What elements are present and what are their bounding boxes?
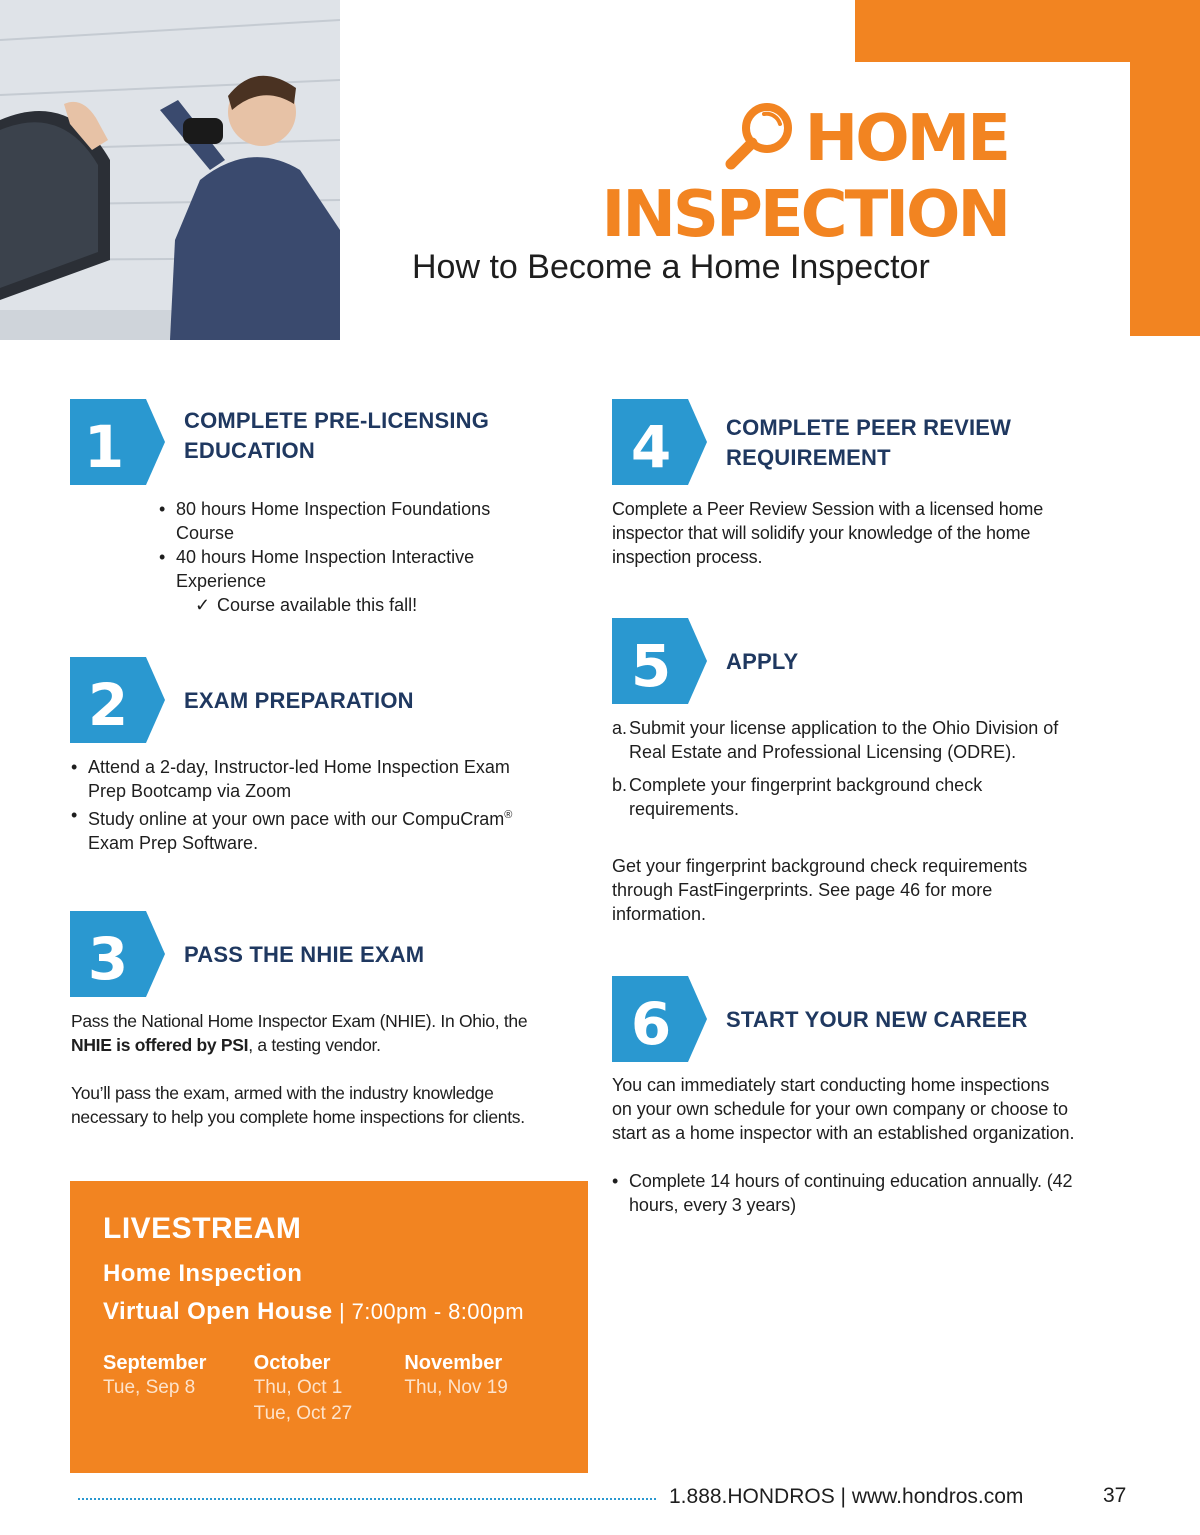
step-6-number: 6 [630, 990, 672, 1058]
schedule-month: November Thu, Nov 19 [404, 1352, 508, 1398]
step-2-number: 2 [87, 671, 129, 739]
step-4-body: Complete a Peer Review Session with a licensed home inspector that will solidify your knowledge of the home inspection process. [612, 499, 1044, 567]
title-inspection: INSPECTION [601, 178, 1008, 252]
list-item: • Complete 14 hours of continuing education annually. (42 hours, every 3 years) [612, 1169, 1152, 1217]
step-1-body [159, 497, 579, 617]
check-list-item: ✓ Course available this fall! [195, 595, 418, 615]
step-3-badge [70, 911, 166, 997]
list-item: b. Complete your fingerprint background check requirements. [612, 775, 983, 819]
title-home: HOME [804, 101, 1008, 176]
schedule-month: September Tue, Sep 8 [103, 1352, 207, 1398]
footer-contact: 1.888.HONDROS | www.hondros.com [669, 1485, 1024, 1508]
livestream-event-name: Home Inspection [103, 1260, 303, 1287]
step-3-body: Pass the National Home Inspector Exam (NHIE). In Ohio, the NHIE is offered by PSI, a testing vendor. You’ll pass the exam, armed with the industry knowledge necessary to help you complete home inspections for clients. [71, 1011, 528, 1127]
step-5-title: APPLY [726, 649, 799, 674]
step-2-body [71, 755, 571, 855]
step-5-number: 5 [630, 632, 672, 700]
page-number: 37 [1103, 1484, 1127, 1507]
step-3-title: PASS THE NHIE EXAM [184, 942, 425, 967]
step-3-number: 3 [87, 925, 129, 993]
magnifier-icon [723, 100, 795, 177]
header-accent-side [1130, 0, 1200, 336]
livestream-event-line: Virtual Open House | 7:00pm - 8:00pm [103, 1298, 524, 1325]
checkmark-icon: ✓ [195, 595, 211, 615]
step-4-number: 4 [630, 413, 672, 481]
step-1-badge [70, 399, 166, 485]
list-item: • 40 hours Home Inspection Interactive Experience [159, 545, 579, 593]
step-4-title: COMPLETE PEER REVIEW REQUIREMENT [726, 415, 1012, 470]
livestream-title: LIVESTREAM [103, 1212, 302, 1245]
livestream-callout [70, 1181, 588, 1473]
list-item: a. Submit your license application to the Ohio Division of Real Estate and Professional Licensing (ODRE). [612, 718, 1059, 762]
step-5-body: a. Submit your license application to the Ohio Division of Real Estate and Professional Licensing (ODRE). b. Complete your fingerprint background check requirements. Get your fingerprint background check requirements through FastFingerprints. See page 46 for more information. [612, 716, 1122, 926]
list-item: • 80 hours Home Inspection Foundations Course [159, 497, 579, 545]
step-6-title: START YOUR NEW CAREER [726, 1007, 1028, 1032]
inspector-photo [0, 0, 340, 340]
livestream-schedule [103, 1351, 555, 1427]
livestream-time: 7:00pm - 8:00pm [351, 1299, 524, 1324]
step-2-badge [70, 657, 166, 743]
schedule-month: October Thu, Oct 1 Tue, Oct 27 [253, 1352, 353, 1424]
list-item: • Study online at your own pace with our CompuCram® Exam Prep Software. [71, 803, 571, 855]
step-6-body: You can immediately start conducting home inspections on your own schedule for your own company or choose to start as a home inspector with an established organization. • Complete 14 hours of continuing education annually. (42 hours, every 3 years) [612, 1073, 1152, 1217]
step-4-badge [612, 399, 708, 485]
step-1-title: COMPLETE PRE-LICENSING EDUCATION [184, 408, 490, 463]
step-2-title: EXAM PREPARATION [184, 688, 414, 713]
page-title [602, 100, 1009, 253]
step-5-badge [612, 618, 708, 704]
step-6-badge [612, 976, 708, 1062]
list-item: • Attend a 2-day, Instructor-led Home Inspection Exam Prep Bootcamp via Zoom [71, 755, 571, 803]
page-subtitle: How to Become a Home Inspector [412, 248, 930, 286]
step-1-number: 1 [83, 413, 125, 481]
footer-divider [78, 1498, 656, 1500]
